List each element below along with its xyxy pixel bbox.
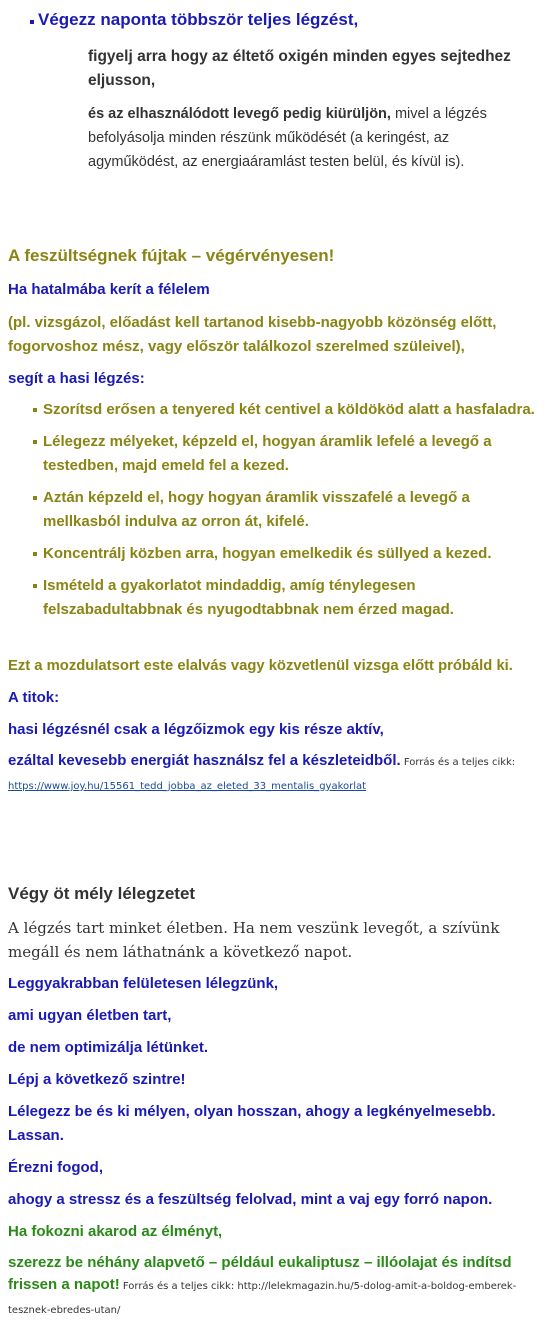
bullet-icon (33, 440, 37, 444)
breathe-deep-line: Lélegezz be és ki mélyen, olyan hosszan, ahogy a legkényelmesebb. Lassan. (8, 1103, 496, 1144)
list-item (0, 430, 555, 478)
next-level-line: Lépj a következő szintre! (8, 1071, 186, 1088)
list-item (0, 398, 555, 422)
top-section (0, 8, 555, 174)
evening-tip: Ezt a mozdulatsort este elalvás vagy közvetlenül vizsga előtt próbáld ki. (8, 658, 513, 674)
source-link[interactable]: https://www.joy.hu/15561_tedd_jobba_az_eleted_33_mentalis_gyakorlat (8, 781, 367, 792)
bullet-icon (33, 552, 37, 556)
list-item-text: Koncentrálj közben arra, hogyan emelkedik és süllyed a kezed. (43, 545, 492, 562)
source-label: Forrás és a teljes cikk: (400, 757, 516, 768)
bullet-icon (33, 584, 37, 588)
shallow-line: Leggyakrabban felületesen lélegzünk, (8, 975, 279, 992)
top-line2-bold: és az elhasználódott levegő pedig kiürüljön, (88, 106, 391, 122)
optimize-line: de nem optimizálja létünket. (8, 1039, 209, 1056)
section-breaths (0, 882, 555, 1322)
top-line2-rest: mivel a légzés befolyásolja minden részünk működését (a keringést, az agyműködést, az energiaáramlást testen belül, és kívül is). (88, 106, 487, 170)
fear-line: Ha hatalmába kerít a félelem (8, 281, 210, 298)
secret-label: A titok: (8, 689, 60, 706)
bullet-icon (33, 408, 37, 412)
secret-line2-text: ezáltal kevesebb energiát használsz fel a készleteidből. (8, 752, 401, 769)
examples-paragraph: (pl. vizsgázol, előadást kell tartanod kisebb-nagyobb közönség előtt, fogorvoshoz mész, vagy először találkozol szerelmed szüleivel), (8, 314, 497, 355)
list-item (0, 574, 555, 622)
oil-line-text: szerezz be néhány alapvető – például eukaliptusz – illóolajat és indítsd frissen a napot! (8, 1254, 512, 1293)
intro-paragraph: A légzés tart minket életben. Ha nem veszünk levegőt, a szívünk megáll és nem láthatnánk a következő napot. (8, 919, 500, 961)
section-heading: A feszültségnek fújtak – végérvényesen! (8, 246, 335, 265)
stress-melt-line: ahogy a stressz és a feszültség felolvad, mint a vaj egy forró napon. (8, 1191, 493, 1208)
belly-breathing-line: segít a hasi légzés: (8, 370, 145, 387)
list-item (0, 542, 555, 566)
list-item-text: Ismételd a gyakorlatot mindaddig, amíg ténylegesen felszabadultabbnak és nyugodtabbnak nem érzed magad. (43, 577, 454, 618)
alive-line: ami ugyan életben tart, (8, 1007, 172, 1024)
list-item-text: Lélegezz mélyeket, képzeld el, hogyan áramlik lefelé a levegő a testedben, majd emeld fel a kezed. (43, 433, 492, 474)
top-bullet-title: Végezz naponta többször teljes légzést, (38, 10, 359, 29)
bullet-icon (30, 20, 34, 24)
oil-line (8, 1252, 545, 1322)
enhance-line: Ha fokozni akarod az élményt, (8, 1223, 223, 1240)
list-item-text: Aztán képzeld el, hogy hogyan áramlik visszafelé a levegő a mellkasból indulva az orron át, kifelé. (43, 489, 470, 530)
section-heading: Végy öt mély lélegzetet (8, 884, 196, 903)
list-item-text: Szorítsd erősen a tenyered két centivel a köldököd alatt a hasfaladra. (43, 401, 535, 418)
top-line1: figyelj arra hogy az éltető oxigén minden egyes sejtedhez eljusson, (88, 48, 511, 89)
section-tension (0, 244, 555, 391)
source-text: Forrás és a teljes cikk: http://lelekmagazin.hu/5-dolog-amit-a-boldog-emberek-tesznek-ebredes-utan/ (8, 1281, 517, 1316)
steps-list (0, 398, 555, 622)
secret-line2 (8, 750, 553, 798)
list-item (0, 486, 555, 534)
bullet-icon (33, 496, 37, 500)
section-tension-footer (0, 654, 555, 798)
secret-line1: hasi légzésnél csak a légzőizmok egy kis része aktív, (8, 721, 384, 738)
top-bullet-item (0, 8, 555, 32)
top-line2 (88, 102, 528, 174)
feel-line: Érezni fogod, (8, 1159, 103, 1176)
